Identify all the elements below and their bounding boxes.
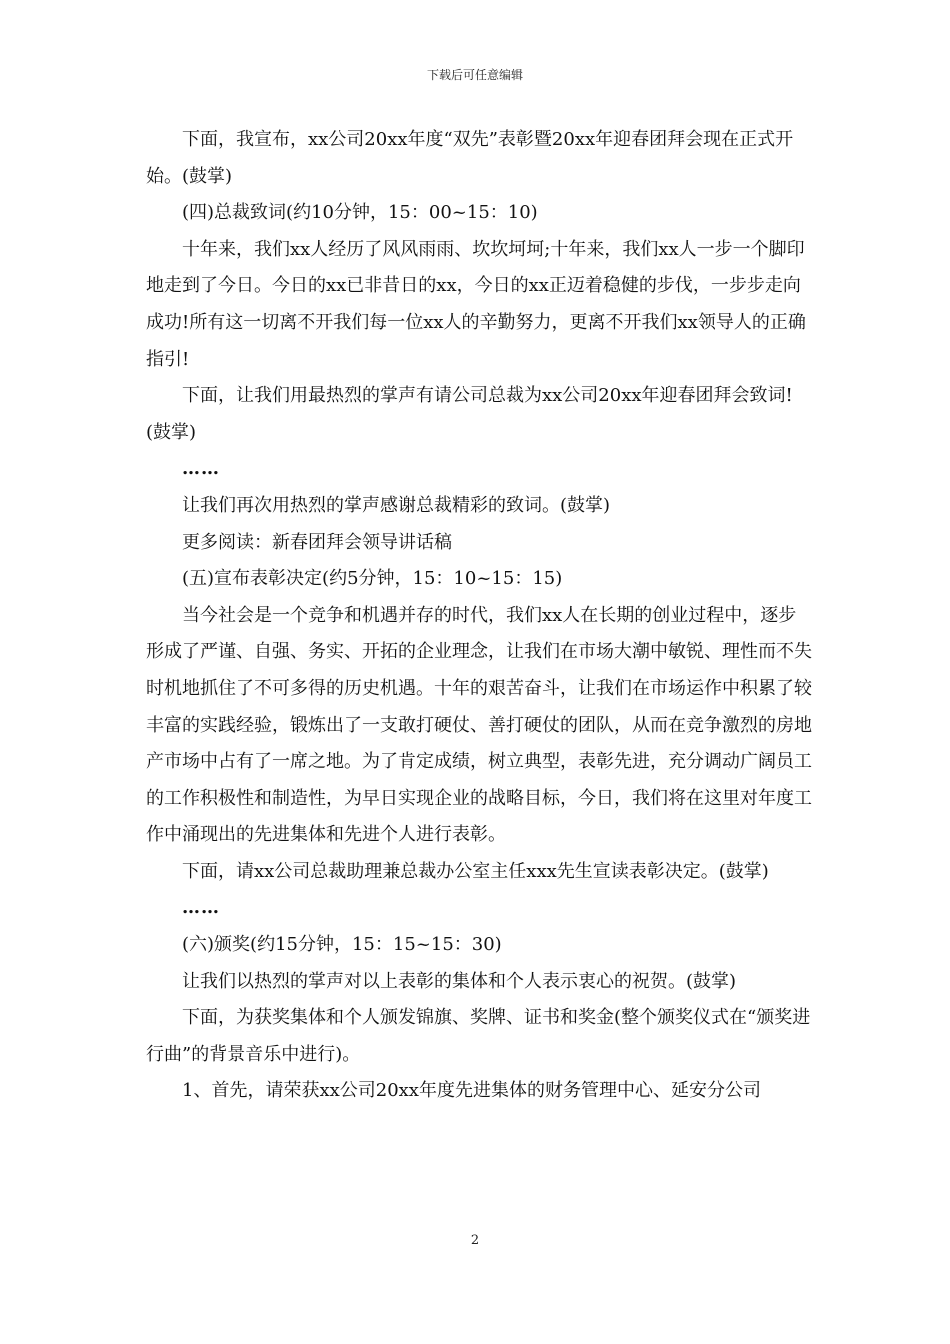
paragraph-opening: 下面，我宣布，xx公司20xx年度“双先”表彰暨20xx年迎春团拜会现在正式开始。(鼓掌) <box>146 129 794 187</box>
document-body <box>146 122 814 1110</box>
paragraph-invite-president: 下面，让我们用最热烈的掌声有请公司总裁为xx公司20xx年迎春团拜会致词!(鼓掌) <box>146 385 793 443</box>
paragraph-thanks-president: 让我们再次用热烈的掌声感谢总裁精彩的致词。(鼓掌) <box>182 494 611 516</box>
paragraph-first-award: 1、首先，请荣获xx公司20xx年度先进集体的财务管理中心、延安分公司 <box>182 1080 761 1102</box>
paragraph-competition-era: 当今社会是一个竞争和机遇并存的时代，我们xx人在长期的创业过程中，逐步形成了严谨、自强、务实、开拓的企业理念，让我们在市场大潮中敏锐、理性而不失时机地抓住了不可多得的历史机遇。十年的艰苦奋斗，让我们在市场运作中积累了较丰富的实践经验，锻炼出了一支敢打硬仗、善打硬仗的团队，从而在竞争激烈的房地产市场中占有了一席之地。为了肯定成绩，树立典型，表彰先进，充分调动广阔员工的工作积极性和制造性，为早日实现企业的战略目标，今日，我们将在这里对年度工作中涌现出的先进集体和先进个人进行表彰。 <box>146 604 812 846</box>
section-heading-commendation: (五)宣布表彰决定(约5分钟，15：10~15：15) <box>182 568 563 590</box>
ellipsis-separator: …… <box>182 458 220 480</box>
ellipsis-separator: …… <box>182 897 220 919</box>
page-number: 2 <box>470 1233 480 1248</box>
more-reading-line: 更多阅读：新春团拜会领导讲话稿 <box>182 531 452 553</box>
paragraph-ten-years: 十年来，我们xx人经历了风风雨雨、坎坎坷坷;十年来，我们xx人一步一个脚印地走到了今日。今日的xx已非昔日的xx，今日的xx正迈着稳健的步伐，一步步走向成功!所有这一切离不开我们每一位xx人的辛勤努力，更离不开我们xx领导人的正确指引! <box>146 238 806 370</box>
section-heading-president-speech: (四)总裁致词(约10分钟，15：00~15：10) <box>182 202 538 224</box>
paragraph-award-ceremony: 下面，为获奖集体和个人颁发锦旗、奖牌、证书和奖金(整个颁奖仪式在“颁奖进行曲”的背景音乐中进行)。 <box>146 1007 811 1065</box>
section-heading-awards: (六)颁奖(约15分钟，15：15~15：30) <box>182 934 502 956</box>
paragraph-congratulations: 让我们以热烈的掌声对以上表彰的集体和个人表示衷心的祝贺。(鼓掌) <box>182 970 737 992</box>
paragraph-read-decision: 下面，请xx公司总裁助理兼总裁办公室主任xxx先生宣读表彰决定。(鼓掌) <box>182 860 769 882</box>
page-header-note: 下载后可任意编辑 <box>426 68 523 82</box>
